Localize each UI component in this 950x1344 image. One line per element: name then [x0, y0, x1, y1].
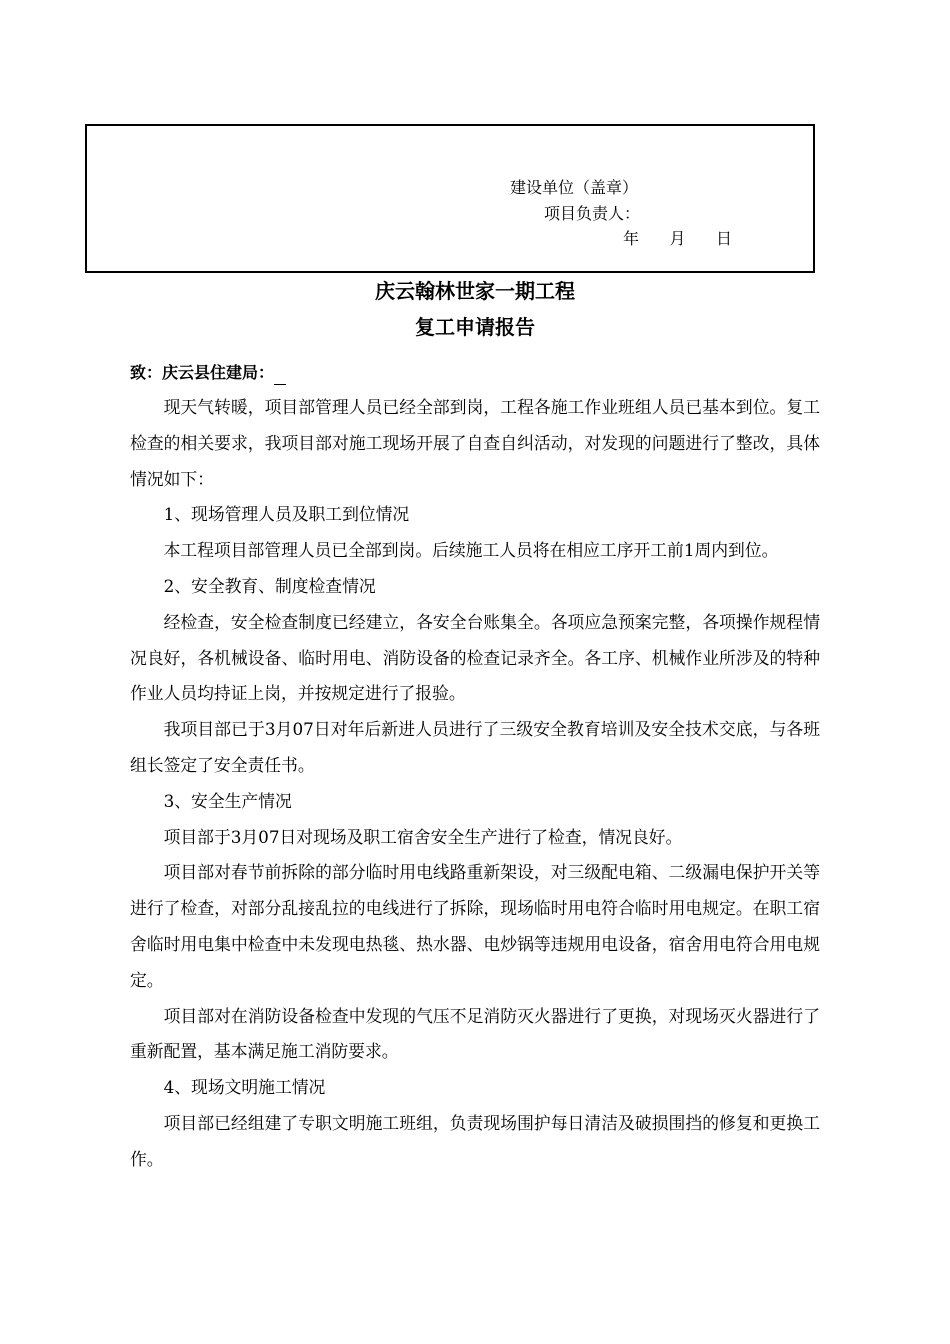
paragraph-electrical: 项目部对春节前拆除的部分临时用电线路重新架设，对三级配电箱、二级漏电保护开关等进行了检查，对部分乱接乱拉的电线进行了拆除，现场临时用电符合临时用电规定。在职工宿舍临时用电集中检查中未发现电热毯、热水器、电炒锅等违规用电设备，宿舍用电符合用电规定。	[130, 862, 820, 990]
paragraph-safety-training: 我项目部已于3月07日对年后新进人员进行了三级安全教育培训及安全技术交底，与各班组长签定了安全责任书。	[130, 719, 820, 775]
paragraph-inspection: 项目部于3月07日对现场及职工宿舍安全生产进行了检查，情况良好。	[163, 826, 683, 847]
report-title: 复工申请报告	[415, 315, 535, 339]
report-body	[130, 390, 820, 1178]
construction-unit-label: 建设单位（盖章）	[510, 178, 639, 197]
addressee-blank-line	[274, 366, 286, 385]
paragraph-fire-safety: 项目部对在消防设备检查中发现的气压不足消防灭火器进行了更换，对现场灭火器进行了重新配置，基本满足施工消防要求。	[130, 1005, 820, 1062]
project-manager-label: 项目负责人：	[544, 204, 641, 223]
paragraph-safety-check: 经检查，安全检查制度已经建立，各安全台账集全。各项应急预案完整，各项操作规程情况良好，各机械设备、临时用电、消防设备的检查记录齐全。各工序、机械作业所涉及的特种作业人员均持证上岗，并按规定进行了报验。	[130, 611, 820, 704]
paragraph-intro: 现天气转暖，项目部管理人员已经全部到岗，工程各施工作业班组人员已基本到位。复工检查的相关要求，我项目部对施工现场开展了自查自纠活动，对发现的问题进行了整改，具体情况如下：	[130, 397, 820, 489]
signature-stamp-box	[85, 124, 815, 273]
heading-safety-education: 2、安全教育、制度检查情况	[163, 575, 376, 596]
heading-staff-arrival: 1、现场管理人员及职工到位情况	[163, 504, 410, 525]
addressee-text: 致：庆云县住建局：	[130, 363, 275, 382]
date-label: 年 月 日	[623, 229, 733, 248]
project-title: 庆云翰林世家一期工程	[375, 279, 575, 303]
heading-civilized-construction: 4、现场文明施工情况	[163, 1077, 326, 1098]
heading-safety-production: 3、安全生产情况	[163, 790, 292, 811]
paragraph-civilized-construction: 项目部已经组建了专职文明施工班组，负责现场围护每日清洁及破损围挡的修复和更换工作。	[130, 1112, 820, 1169]
addressee	[130, 361, 286, 385]
paragraph-staff-arrival: 本工程项目部管理人员已全部到岗。后续施工人员将在相应工序开工前1周内到位。	[163, 540, 779, 561]
